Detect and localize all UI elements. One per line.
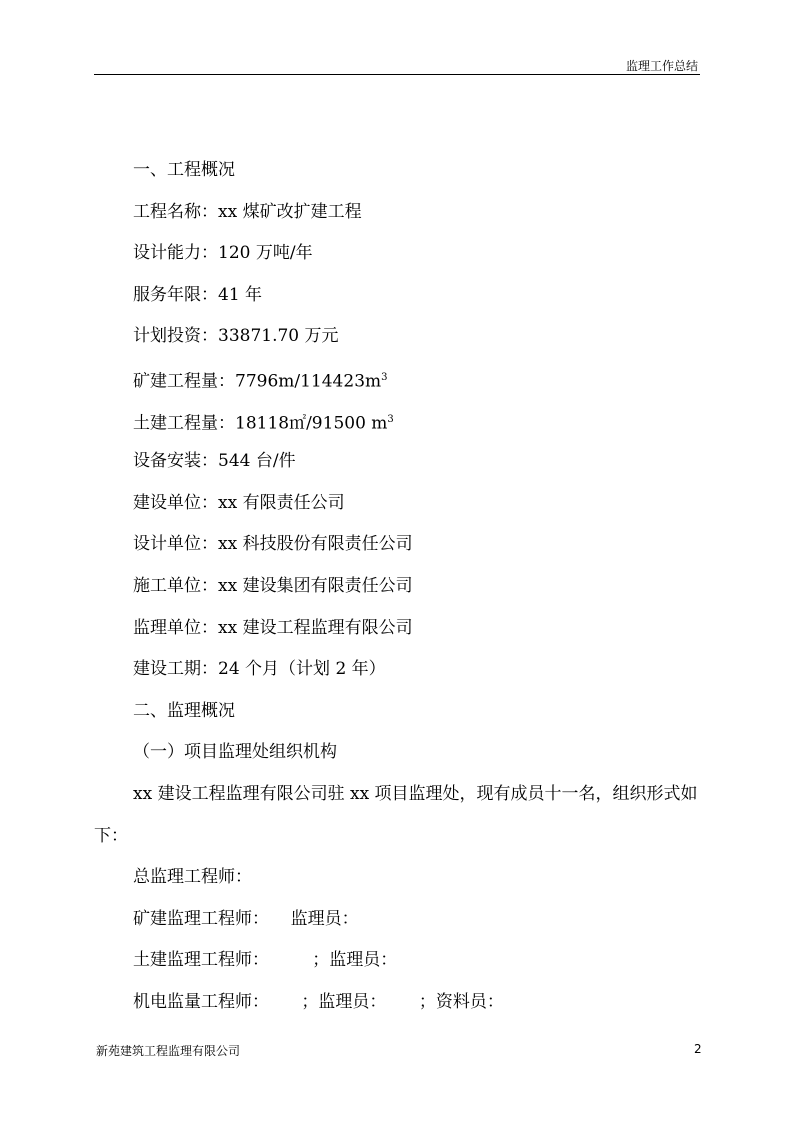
construction-unit: 建设单位：xx 有限责任公司 bbox=[133, 493, 345, 513]
section2-title: 二、监理概况 bbox=[133, 701, 235, 721]
supervision-unit: 监理单位：xx 建设工程监理有限公司 bbox=[133, 618, 413, 638]
service-life: 服务年限：41 年 bbox=[133, 285, 263, 305]
equipment-installation: 设备安装：544 台/件 bbox=[133, 451, 296, 471]
section1-title: 一、工程概况 bbox=[133, 160, 235, 180]
planned-investment: 计划投资：33871.70 万元 bbox=[133, 326, 339, 346]
construction-period: 建设工期：24 个月（计划 2 年） bbox=[133, 659, 386, 679]
mine-construction-volume bbox=[133, 368, 388, 392]
page-number: 2 bbox=[694, 1042, 702, 1056]
header-title: 监理工作总结 bbox=[625, 59, 698, 73]
civil-construction-text: 土建工程量：18118㎡/91500 m bbox=[133, 413, 388, 434]
civil-construction-volume bbox=[133, 410, 394, 434]
civil-engineer: 土建监理工程师： ；监理员： bbox=[133, 950, 398, 970]
builder-unit: 施工单位：xx 建设集团有限责任公司 bbox=[133, 576, 413, 596]
mine-engineer: 矿建监理工程师： 监理员： bbox=[133, 909, 359, 929]
footer-company: 新苑建筑工程监理有限公司 bbox=[96, 1044, 241, 1058]
mine-construction-superscript: 3 bbox=[381, 372, 388, 383]
project-name: 工程名称：xx 煤矿改扩建工程 bbox=[133, 202, 362, 222]
mech-engineer: 机电监量工程师： ；监理员： ；资料员： bbox=[133, 992, 504, 1012]
subsection1-title: （一）项目监理处组织机构 bbox=[133, 742, 337, 762]
civil-construction-superscript: 3 bbox=[387, 414, 394, 425]
chief-engineer: 总监理工程师： bbox=[133, 867, 252, 887]
design-capacity: 设计能力：120 万吨/年 bbox=[133, 243, 313, 263]
intro-paragraph: xx 建设工程监理有限公司驻 xx 项目监理处，现有成员十一名，组织形式如下： bbox=[94, 784, 698, 846]
design-unit: 设计单位：xx 科技股份有限责任公司 bbox=[133, 534, 413, 554]
mine-construction-text: 矿建工程量：7796m/114423m bbox=[133, 371, 382, 392]
header-divider bbox=[94, 74, 700, 75]
